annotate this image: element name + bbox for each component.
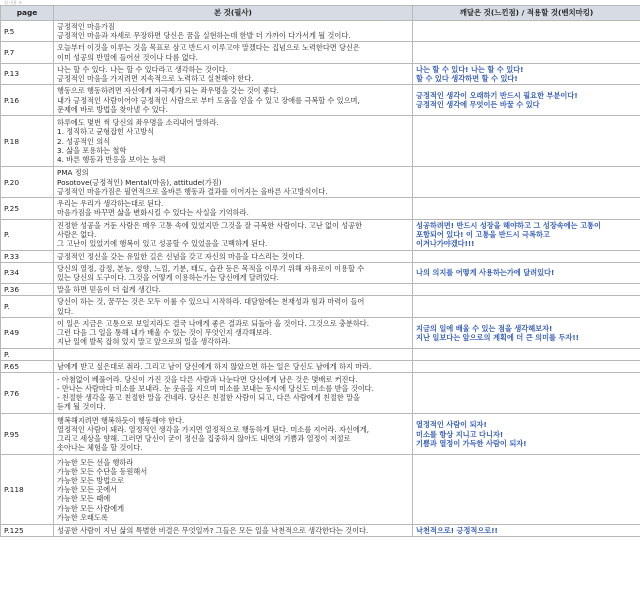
table-row	[1, 85, 640, 116]
row-page: P.76	[1, 373, 54, 414]
row-page: P.20	[1, 167, 54, 198]
row-body-text: 당신이 하는 것, 꿈꾸는 것은 모두 이룰 수 있으니 시작하라. 대담함에는 천재성과 힘과 마력이 들어 있다.	[54, 296, 413, 317]
row-note-text	[413, 116, 640, 167]
table-row	[1, 373, 640, 414]
table-row	[1, 167, 640, 198]
row-body-text: 성공한 사람이 지닌 삶의 특별한 비결은 무엇일까? 그들은 모든 일을 낙천적으로 생각한다는 것이다.	[54, 525, 413, 537]
row-note-text: 긍정적인 생각이 오래하기 반드시 필요한 부분이다! 긍정적인 생각에 무엇이든 바꿀 수 있다	[413, 85, 640, 116]
row-page: P.95	[1, 414, 54, 455]
row-note-text: 지금의 일에 배울 수 있는 점을 생각해보자! 지난 일보다는 앞으로의 계획에 더 큰 의미를 두자!!	[413, 317, 640, 348]
table-row	[1, 63, 640, 84]
row-body-text: 나는 할 수 있다. 나는 할 수 있다라고 생각하는 것이다. 긍정적인 마음을 가지려면 지속적으로 노력하고 실천해야 한다.	[54, 63, 413, 84]
row-body-text: 진정한 성공을 거둔 사람은 매우 고통 속에 있었지만 그것을 잘 극복한 사람이다. 고난 없이 성공한 사람은 없다. 그 고난이 있었기에 행복이 있고 성공할 수 있었음을 고백하게 된다.	[54, 219, 413, 250]
row-body-text: 행동으로 행동하려면 자신에게 자극제가 되는 좌우명을 갖는 것이 좋다. 내가 긍정적인 사람이어야 긍정적인 사람으로 부터 도움을 얻을 수 있고 장애를 극복할 수 있으며, 문제에 바로 방법을 찾아낼 수 있다.	[54, 85, 413, 116]
row-body-text: 긍정적인 마음가짐 긍정적인 마음과 자세로 무장하면 당신은 꿈을 실현하는데 한발 더 가까이 다가서게 될 것이다.	[54, 21, 413, 42]
table-row	[1, 361, 640, 373]
row-page: P.65	[1, 361, 54, 373]
row-note-text	[413, 198, 640, 219]
row-note-text	[413, 361, 640, 373]
top-hint: 위 내용 조	[0, 0, 640, 5]
header-page: page	[1, 6, 54, 21]
row-note-text	[413, 373, 640, 414]
table-row	[1, 525, 640, 537]
row-body-text: PMA 정의 Posotove(긍정적인) Mental(마음), attitude(가짐) 긍정적인 마음가짐은 필연적으로 올바른 행동과 결과를 이어지는 올바른 사고방식이다.	[54, 167, 413, 198]
table-header-row	[1, 6, 640, 21]
row-body-text: 하루에도 몇번 씩 당신의 좌우명을 소리내어 말하라. 1. 정직하고 균형잡힌 사고방식 2. 성공적인 의식 3. 삶을 포용하는 철학 4. 바른 행동과 반응을 보이는 능력	[54, 116, 413, 167]
row-page: P.16	[1, 85, 54, 116]
row-note-text: 열정적인 사람이 되자! 미소를 항상 지니고 다니자! 기쁨과 열정이 가득한 사람이 되자!	[413, 414, 640, 455]
row-note-text: 낙천적으로! 긍정적으로!!	[413, 525, 640, 537]
row-body-text: 말을 하면 믿음이 더 쉽게 생긴다.	[54, 284, 413, 296]
table-row	[1, 317, 640, 348]
table-row	[1, 198, 640, 219]
row-page: P.25	[1, 198, 54, 219]
row-page: P.118	[1, 455, 54, 525]
row-note-text	[413, 455, 640, 525]
row-page: P.34	[1, 262, 54, 283]
row-page: P.7	[1, 42, 54, 63]
row-note-text	[413, 250, 640, 262]
table-row	[1, 219, 640, 250]
row-body-text: 당신의 열정, 감정, 본능, 성향, 느낌, 기분, 태도, 습관 등은 목적을 이루기 위해 자유로이 이용할 수 있는 당신의 도구이다. 그것을 어떻게 이용하는가는 당신에게 달려있다.	[54, 262, 413, 283]
row-page: P.49	[1, 317, 54, 348]
reading-notes-table	[0, 5, 640, 537]
table-row	[1, 296, 640, 317]
row-page: P.125	[1, 525, 54, 537]
table-row	[1, 455, 640, 525]
row-body-text	[54, 348, 413, 360]
row-body-text: 행복해지려면 행복하듯이 행동해야 한다. 열정적인 사람이 돼라. 열정적인 생각을 가지면 열정적으로 행동하게 된다. 미소를 지어라. 자신에게, 그리고 세상을 향해. 그러면 당신이 굳이 정신을 집중하지 않아도 내면의 기쁨과 열정이 저절로 솟아나는 체험을 할 것이다.	[54, 414, 413, 455]
row-body-text: 남에게 받고 싶은대로 줘라. 그리고 남이 당신에게 하지 않았으면 하는 일은 당신도 남에게 하지 마라.	[54, 361, 413, 373]
table-row	[1, 250, 640, 262]
row-body-text: 긍정적인 정신을 갖는 유일한 길은 신념을 갖고 자신의 마음을 다스리는 것이다.	[54, 250, 413, 262]
row-note-text	[413, 21, 640, 42]
table-row	[1, 262, 640, 283]
row-note-text	[413, 296, 640, 317]
table-row	[1, 116, 640, 167]
row-page: P.	[1, 219, 54, 250]
table-row	[1, 414, 640, 455]
row-body-text: - 아첨없이 베풀어라. 당신이 가진 것을 다른 사람과 나눈다면 당신에게 남은 것은 몇배로 커진다. - 만나는 사람마다 미소를 보내라. 눈 웃음을 지으며 미소를 보내는 동시에 당신도 미소를 받을 것이다. - 친절한 생각을 품고 친절한 말을 건네라. 당신은 친절한 사람이 되고, 다른 사람에게 친절한 말을 듣게 될 것이다.	[54, 373, 413, 414]
row-note-text: 나의 의지를 어떻게 사용하는가에 달려있다!	[413, 262, 640, 283]
row-page: P.33	[1, 250, 54, 262]
row-page: P.5	[1, 21, 54, 42]
table-row	[1, 42, 640, 63]
row-note-text	[413, 284, 640, 296]
row-body-text: 가능한 모든 선을 행하라 가능한 모든 수단을 동원해서 가능한 모든 방법으로 가능한 모든 곳에서 가능한 모든 때에 가능한 모든 사람에게 가능한 오래도록	[54, 455, 413, 525]
row-note-text: 성공하려면! 반드시 성장을 해야하고 그 성장속에는 고통이 포함되어 있다! 이 고통을 반드시 극복하고 이겨나가야겠다!!!	[413, 219, 640, 250]
row-page: P.18	[1, 116, 54, 167]
row-note-text	[413, 167, 640, 198]
row-body-text: 우리는 우리가 생각하는대로 된다. 마음가짐을 바꾸면 삶을 변화시킬 수 있다는 사실을 기억하라.	[54, 198, 413, 219]
row-note-text: 나는 할 수 있다! 나는 할 수 있다! 할 수 있다 생각하면 할 수 있다!	[413, 63, 640, 84]
row-note-text	[413, 348, 640, 360]
row-body-text: 이 일은 지금은 고통으로 보일지라도 결국 나에게 좋은 결과로 되돌아 올 것이다. 그것으로 충분하다. 그런 다음 그 일을 통해 내가 배울 수 있는 것이 무엇인지 생각해보라. 지난 일에 발목 잡혀 있지 말고 앞으로의 일을 생각하라.	[54, 317, 413, 348]
row-body-text: 오늘부터 이것을 이루는 것을 목표로 삼고 반드시 이루고야 말겠다는 집념으로 노력한다면 당신은 이미 성공의 반열에 들어선 것이나 다름 없다.	[54, 42, 413, 63]
row-page: P.13	[1, 63, 54, 84]
table-row	[1, 284, 640, 296]
table-row	[1, 21, 640, 42]
row-page: P.	[1, 296, 54, 317]
table-row	[1, 348, 640, 360]
row-page: P.36	[1, 284, 54, 296]
row-note-text	[413, 42, 640, 63]
row-page: P.	[1, 348, 54, 360]
header-body: 본 것(필사)	[54, 6, 413, 21]
header-note: 깨달은 것(느낀점) / 적용할 것(벤치마킹)	[413, 6, 640, 21]
